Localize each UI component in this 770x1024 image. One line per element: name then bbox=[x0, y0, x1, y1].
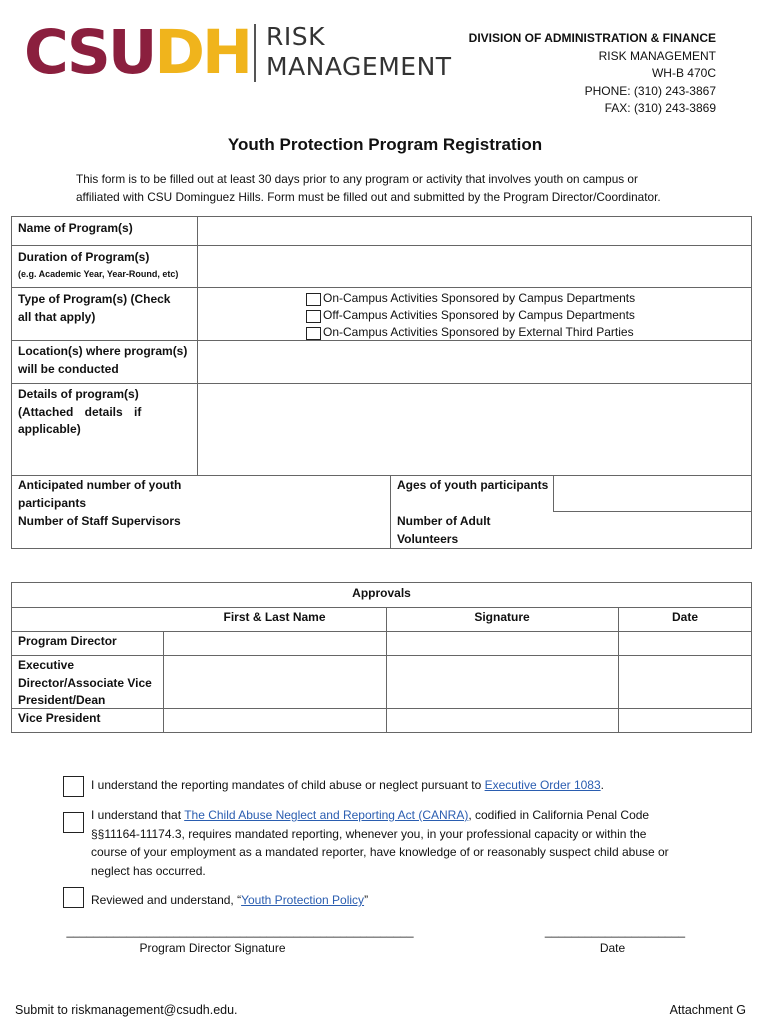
table-rule bbox=[553, 475, 554, 511]
volunteers-label-line-2: Volunteers bbox=[397, 531, 459, 546]
ages-field[interactable] bbox=[555, 477, 750, 510]
location-label-line-2: will be conducted bbox=[18, 361, 119, 376]
duration-hint: (e.g. Academic Year, Year-Round, etc) bbox=[18, 269, 179, 279]
director-date-field[interactable] bbox=[620, 633, 750, 654]
approver-executive-director bbox=[18, 657, 152, 710]
attachment-label: Attachment G bbox=[669, 1003, 746, 1017]
ack-text: ” bbox=[364, 893, 369, 907]
csudh-logo bbox=[24, 18, 250, 88]
program-type-label bbox=[18, 291, 170, 326]
ack-text: I understand that bbox=[91, 808, 185, 822]
intro-text bbox=[76, 170, 736, 206]
staff-count-label: Number of Staff Supervisors bbox=[18, 514, 181, 528]
type-option-label: Off-Campus Activities Sponsored by Campus Departments bbox=[323, 308, 635, 322]
details-label bbox=[18, 386, 168, 439]
volunteers-label bbox=[397, 513, 491, 548]
intro-line-2: affiliated with CSU Dominguez Hills. Form must be filled out and submitted by the Program Director/Coordinator. bbox=[76, 190, 661, 204]
approver-program-director: Program Director bbox=[18, 634, 117, 648]
approver-vice-president: Vice President bbox=[18, 711, 101, 725]
ages-label: Ages of youth participants bbox=[397, 478, 549, 492]
ack-text: . bbox=[600, 778, 604, 792]
logo-risk-text: RISK bbox=[266, 22, 326, 51]
ack-text: Reviewed and understand, “ bbox=[91, 893, 242, 907]
approver-executive-line-1: Executive bbox=[18, 658, 75, 672]
table-rule bbox=[11, 655, 752, 656]
type-option-label: On-Campus Activities Sponsored by External Third Parties bbox=[323, 325, 634, 339]
details-label-line-2: (Attached details if bbox=[18, 404, 142, 419]
details-label-line-1: Details of program(s) bbox=[18, 387, 139, 401]
logo-divider bbox=[254, 24, 256, 82]
approvals-col-signature: Signature bbox=[474, 610, 530, 624]
ack-text: , codified in California Penal Code bbox=[468, 808, 650, 822]
youth-count-field[interactable] bbox=[200, 477, 388, 511]
duration-field[interactable] bbox=[199, 247, 750, 286]
vp-name-field[interactable] bbox=[165, 710, 385, 732]
youth-count-label-line-2: participants bbox=[18, 495, 87, 510]
ack-canra-line-4: neglect has occurred. bbox=[91, 863, 206, 878]
logo-department bbox=[266, 22, 452, 82]
ack-policy-text bbox=[91, 891, 711, 910]
program-type-label-line-2: all that apply) bbox=[18, 309, 96, 324]
program-name-field[interactable] bbox=[199, 218, 750, 244]
ack-policy-checkbox[interactable] bbox=[63, 887, 84, 908]
type-oncampus-external-checkbox[interactable] bbox=[306, 327, 321, 340]
canra-link[interactable]: The Child Abuse Neglect and Reporting Act (CANRA) bbox=[184, 808, 469, 822]
volunteers-field[interactable] bbox=[555, 513, 750, 547]
logo-csu-text: CSU bbox=[24, 17, 155, 88]
vp-date-field[interactable] bbox=[620, 710, 750, 732]
ack-canra-line-2: §§11164-11174.3, requires mandated reporting, whenever you, in your professional capacity or within the bbox=[91, 826, 647, 841]
table-rule bbox=[11, 607, 752, 608]
vp-signature-field[interactable] bbox=[388, 710, 617, 732]
office-fax: FAX: (310) 243-3869 bbox=[604, 101, 716, 115]
executive-name-field[interactable] bbox=[165, 657, 385, 707]
ack-canra-line-3: course of your employment as a mandated reporter, have knowledge of or reasonably suspect child abuse or bbox=[91, 845, 669, 859]
location-label-line-1: Location(s) where program(s) bbox=[18, 344, 188, 358]
division-title: DIVISION OF ADMINISTRATION & FINANCE bbox=[468, 31, 716, 45]
details-label-line-3: applicable) bbox=[18, 422, 81, 436]
office-room: WH-B 470C bbox=[651, 66, 716, 80]
type-option-label: On-Campus Activities Sponsored by Campus Departments bbox=[323, 291, 636, 305]
table-rule bbox=[11, 631, 752, 632]
type-offcampus-dept-checkbox[interactable] bbox=[306, 310, 321, 323]
approvals-col-name: First & Last Name bbox=[223, 610, 326, 624]
ack-canra-text bbox=[91, 806, 711, 880]
logo-management-text: MANAGEMENT bbox=[266, 52, 452, 81]
staff-count-field[interactable] bbox=[200, 513, 388, 547]
table-rule bbox=[390, 475, 391, 549]
office-phone: PHONE: (310) 243-3867 bbox=[584, 83, 716, 98]
executive-order-link[interactable]: Executive Order 1083 bbox=[484, 778, 601, 792]
director-signature-field[interactable] bbox=[388, 633, 617, 654]
location-label bbox=[18, 343, 187, 378]
table-rule bbox=[11, 245, 752, 246]
ack-canra-checkbox[interactable] bbox=[63, 812, 84, 833]
volunteers-label-line-1: Number of Adult bbox=[397, 514, 491, 528]
date-signature-caption: Date bbox=[599, 941, 626, 955]
page-title: Youth Protection Program Registration bbox=[227, 135, 543, 154]
table-rule bbox=[553, 511, 752, 512]
approvals-col-date: Date bbox=[671, 610, 698, 624]
location-field[interactable] bbox=[199, 342, 750, 382]
youth-protection-policy-link[interactable]: Youth Protection Policy bbox=[241, 893, 365, 907]
office-address bbox=[469, 30, 716, 118]
table-rule bbox=[11, 287, 752, 288]
executive-date-field[interactable] bbox=[620, 657, 750, 707]
table-rule bbox=[11, 383, 752, 384]
table-rule bbox=[11, 475, 752, 476]
submit-instructions: Submit to riskmanagement@csudh.edu. bbox=[15, 1003, 238, 1017]
youth-count-label bbox=[18, 477, 181, 512]
approver-executive-line-2: Director/Associate Vice bbox=[18, 675, 152, 690]
intro-line-1: This form is to be filled out at least 30 days prior to any program or activity that involves youth on campus or bbox=[76, 172, 638, 186]
ack-canra-line-1 bbox=[91, 806, 711, 825]
program-type-label-line-1: Type of Program(s) (Check bbox=[18, 292, 171, 306]
duration-label: Duration of Program(s) bbox=[18, 250, 150, 264]
approvals-heading: Approvals bbox=[352, 586, 411, 600]
ack-executive-order-checkbox[interactable] bbox=[63, 776, 84, 797]
program-name-label: Name of Program(s) bbox=[18, 221, 133, 235]
executive-signature-field[interactable] bbox=[388, 657, 617, 707]
director-name-field[interactable] bbox=[165, 633, 385, 654]
table-rule bbox=[163, 631, 164, 733]
type-oncampus-dept-checkbox[interactable] bbox=[306, 293, 321, 306]
details-field[interactable] bbox=[199, 385, 750, 474]
ack-text: I understand the reporting mandates of child abuse or neglect pursuant to bbox=[91, 778, 485, 792]
office-name: RISK MANAGEMENT bbox=[598, 48, 716, 63]
approver-executive-line-3: President/Dean bbox=[18, 693, 106, 707]
table-rule bbox=[197, 216, 198, 475]
date-signature-line[interactable]: _____________________ bbox=[544, 924, 686, 938]
director-signature-line[interactable]: ____________________________________________________ bbox=[66, 924, 414, 938]
logo-dh-text: DH bbox=[154, 17, 251, 88]
youth-count-label-line-1: Anticipated number of youth bbox=[18, 478, 182, 492]
ack-executive-order-text bbox=[91, 776, 711, 795]
director-signature-caption: Program Director Signature bbox=[139, 941, 286, 955]
